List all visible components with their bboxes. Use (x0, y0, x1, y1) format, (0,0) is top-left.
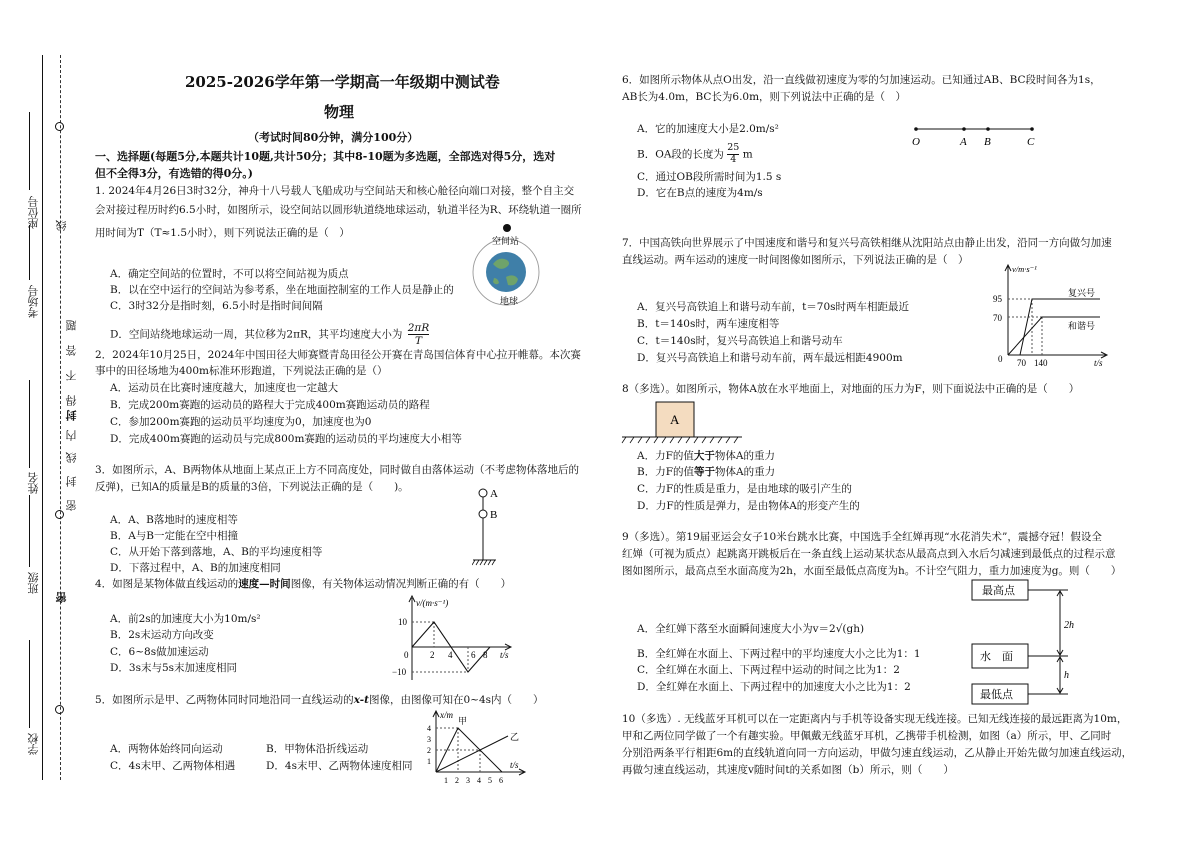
q1-option-d-text: D．空间站绕地球运动一周，其位移为2πR，其平均速度大小为 (110, 328, 403, 341)
q5-ytick-3: 3 (427, 735, 431, 744)
q1-label-earth: 地球 (500, 296, 519, 306)
q6-point-c (1030, 127, 1034, 131)
q4-y-label: v/(m·s⁻¹) (416, 598, 449, 608)
q1-frac-den: T (414, 335, 422, 348)
q5-ytick-4: 4 (427, 724, 431, 733)
q1-fraction (408, 322, 430, 347)
exam-title: 2025-2026学年第一学期高一年级期中测试卷 (185, 73, 500, 91)
q5-text-b: x-t (353, 694, 369, 706)
q4-x-label: t/s (500, 650, 509, 660)
q3-ball-b (479, 510, 487, 518)
q7-x-label: t/s (1094, 358, 1103, 368)
q5-text-a: 5．如图所示是甲、乙两物体同时同地沿同一直线运动的 (95, 694, 354, 706)
q3-drop-figure (472, 482, 512, 570)
q6-line1: 6．如图所示物体从点O出发，沿一直线做初速度为零的匀加速运动。已知通过AB、BC段时间各为1s， (622, 74, 1101, 86)
q3-line1: 3．如图所示，A、B两物体从地面上某点正上方不同高度处，同时做自由落体运动（不考虑物体落地后的 (95, 464, 579, 476)
q1-orbit-figure (466, 222, 544, 312)
q7-y-label: v/m·s⁻¹ (1012, 264, 1037, 274)
seal-char-nei: 内 (65, 430, 78, 441)
q1-option-a[interactable]: A．确定空间站的位置时，不可以将空间站视为质点 (110, 268, 349, 280)
label-seat: 座位号 (27, 196, 40, 229)
q4-option-d[interactable]: D．3s末与5s末加速度相同 (110, 662, 238, 674)
seal-char-de: 得 (65, 395, 78, 406)
earth-globe (486, 252, 526, 292)
fill-line-class (29, 495, 30, 567)
q5-option-c[interactable]: C．4s末甲、乙两物体相遇 (110, 760, 236, 772)
section-1-line2: 但不全得3分，有选错的得0分。) (95, 167, 254, 180)
q5-ytick-1: 1 (427, 757, 431, 766)
q8-a1: A．力F的值 (637, 450, 694, 462)
q5-xt-graph (420, 708, 528, 788)
q5-xtick-4: 4 (477, 776, 481, 785)
seal-char-mi2: 密 (55, 592, 68, 603)
q4-origin: 0 (404, 650, 409, 660)
q7-vt-graph (988, 260, 1112, 370)
q1-option-b[interactable]: B．以在空中运行的空间站为参考系，坐在地面控制室的工作人员是静止的 (110, 284, 454, 296)
q5-label-yi: 乙 (510, 732, 520, 742)
q4-vt-graph (392, 592, 518, 684)
binding-hole-1 (55, 122, 64, 131)
q5-xtick-3: 3 (466, 776, 470, 785)
q4-option-b[interactable]: B．2s末运动方向改变 (110, 629, 214, 641)
q8-b3: 物体A的重力 (715, 466, 776, 478)
q5-y-label: x/m (440, 710, 453, 720)
q5-text-c: 图像，由图像可知在0~4s内（ ） (368, 694, 544, 706)
q8-a3: 物体A的重力 (714, 450, 775, 462)
q7-line2: 直线运动。两车运动的速度一时间图像如图所示，下列说法正确的是（ ） (622, 254, 969, 266)
q6-option-b-text: B．OA段的长度为 (637, 148, 724, 161)
q4-option-a[interactable]: A．前2s的加速度大小为10m/s² (110, 613, 261, 625)
q6-frac-num: 25 (727, 142, 740, 153)
q5-xtick-2: 2 (455, 776, 459, 785)
q1-line3: 用时间为T（T≈1.5小时），则下列说法正确的是（ ） (95, 227, 350, 239)
fill-line-seat (29, 112, 30, 190)
q4-tick-4: 4 (448, 650, 453, 660)
binding-hole-2 (55, 510, 64, 519)
q5-option-d[interactable]: D．4s末甲、乙两物体速度相同 (266, 760, 413, 772)
section-1-line1: 一、选择题(每题5分,本题共计10题,共计50分；其中8-10题为多选题，全部选对得5分，选对 (95, 150, 556, 163)
q3-option-b[interactable]: B．A与B一定能在空中相撞 (110, 530, 239, 542)
space-station-dot (503, 224, 511, 232)
seal-char-xian: 线 (55, 220, 68, 231)
q8-b1: B．力F的值 (637, 466, 695, 478)
fill-line-room (29, 225, 30, 280)
binding-line-outer (42, 55, 43, 780)
seal-char-ti: 题 (65, 320, 78, 331)
q3-ground-hatch (472, 560, 495, 565)
q5-x-label: t/s (510, 760, 519, 770)
q7-origin: 0 (998, 354, 1003, 364)
q6-line2: AB长为4.0m，BC长为6.0m，则下列说法中正确的是（ ） (622, 91, 907, 103)
seal-char-xian2: 线 (65, 452, 78, 463)
q6-label-c: C (1027, 136, 1035, 148)
q1-option-c[interactable]: C．3时32分是指时刻，6.5小时是指时间间隔 (110, 300, 323, 312)
q10-line2: 甲和乙两位同学做了一个有趣实验。甲佩戴无线蓝牙耳机，乙携带手机检测，如图（a）所示，甲、乙同时 (622, 730, 1112, 742)
q2-line1: 2．2024年10月25日，2024年中国田径大师赛暨青岛田径公开赛在青岛国信体育中心拉开帷幕。本次赛 (95, 349, 581, 361)
q10-line4: 再做匀速直线运动，其速度v随时间t的关系如图（b）所示，则（ ） (622, 764, 954, 776)
binding-line-inner (60, 55, 61, 780)
fill-line-name (29, 380, 30, 468)
q7-option-b[interactable]: B．t＝140s时，两车速度相等 (637, 318, 780, 330)
q3-option-d[interactable]: D．下落过程中，A、B的加速度相同 (110, 562, 281, 574)
seal-char-da: 答 (65, 345, 78, 356)
q7-option-a[interactable]: A．复兴号高铁追上和谐号动车前，t＝70s时两车相距最近 (637, 301, 910, 313)
q10-line3: 分别沿两条平行相距6m的直线轨道向同一方向运动，甲做匀速直线运动，乙从静止开始先做匀加速直线运动， (622, 747, 1133, 759)
q5-label-jia: 甲 (458, 716, 468, 726)
q1-option-d[interactable] (110, 322, 429, 347)
q8-line1: 8（多选）。如图所示，物体A放在水平地面上，对地面的压力为F，则下面说法中正确的是（ ） (622, 383, 1080, 395)
q5-xtick-6: 6 (499, 776, 503, 785)
q6-label-a: A (960, 136, 967, 148)
q6-option-d[interactable]: D．它在B点的速度为4m/s (637, 187, 763, 199)
q8-box-figure (620, 400, 746, 446)
q5-xtick-1: 1 (444, 776, 448, 785)
q8-option-a[interactable] (637, 449, 775, 464)
q5-xtick-5: 5 (488, 776, 492, 785)
label-name: 姓名 (27, 472, 40, 494)
q6-label-b: B (984, 136, 991, 148)
q8-box-label: A (670, 412, 680, 427)
q1-frac-num: 2πR (407, 322, 430, 334)
label-class: 班级 (27, 572, 40, 594)
q9-dive-figure (968, 578, 1078, 710)
q1-line2: 会对接过程历时约6.5小时，如图所示，设空间站以圆形轨道绕地球运动，轨道半径为R、环绕轨道一圈所 (95, 204, 582, 216)
q4-text-a: 4．如图是某物体做直线运动的 (95, 578, 239, 590)
q4-option-c[interactable]: C．6~8s做加速运动 (110, 646, 209, 658)
binding-hole-3 (55, 705, 64, 714)
label-school: 学校 (27, 733, 40, 755)
q8-option-b[interactable] (637, 465, 775, 480)
q3-ball-a (479, 489, 487, 497)
q5-ytick-2: 2 (427, 746, 431, 755)
q9-line1: 9（多选）。第19届亚运会女子10米台跳水比赛，中国选手全红婵再现“水花消失术”，震撼夺冠！假设全 (622, 531, 1102, 543)
q4-line1 (95, 577, 511, 592)
q4-tick-10: 10 (398, 617, 407, 627)
q6-point-o (914, 127, 918, 131)
q6-line-figure (908, 122, 1038, 152)
q6-frac-den: 4 (730, 153, 737, 165)
q6-point-a (962, 127, 966, 131)
q1-line1: 1. 2024年4月26日3时32分，神舟十八号载人飞船成功与空间站天和核心舱径向端口对接，整个自主交 (95, 185, 575, 197)
q9-label-bottom: 最低点 (980, 689, 1013, 701)
q5-line1 (95, 693, 544, 708)
q8-option-c[interactable]: C．力F的性质是重力，是由地球的吸引产生的 (637, 483, 852, 495)
q9-label-top: 最高点 (982, 585, 1015, 597)
q4-tick-8: 8 (483, 650, 488, 660)
q3-option-a[interactable]: A．A、B落地时的速度相等 (110, 514, 238, 526)
q6-fraction (727, 143, 739, 166)
q3-label-b: B (490, 509, 498, 521)
q2-option-c[interactable]: C．参加200m赛跑的运动员平均速度为0，加速度也为0 (110, 416, 372, 428)
q7-option-d[interactable]: D．复兴号高铁追上和谐号动车前，两车最远相距4900m (637, 352, 903, 364)
q10-line1: 10（多选）. 无线蓝牙耳机可以在一定距离内与手机等设备实现无线连接。已知无线连接的最远距离为10m， (622, 713, 1128, 725)
q7-tick-70: 70 (993, 313, 1002, 323)
q2-line2: 事中的田径场地为400m标准环形跑道，下列说法正确的是（） (95, 365, 388, 377)
q2-option-a[interactable]: A．运动员在比赛时速度越大，加速度也一定越大 (110, 382, 339, 394)
seal-char-bu: 不 (65, 370, 78, 381)
q6-option-a[interactable]: A．它的加速度大小是2.0m/s² (637, 123, 779, 135)
q2-option-d[interactable]: D．完成400m赛跑的运动员与完成800m赛跑的运动员的平均速度大小相等 (110, 433, 462, 445)
q9-line3: 图如图所示，最高点至水面高度为2h，水面至最低点高度为h。不计空气阻力，重力加速度为g。则（ ） (622, 565, 1122, 577)
exam-subject: 物理 (324, 103, 355, 121)
q7-line1: 7．中国高铁向世界展示了中国速度和谐号和复兴号高铁相继从沈阳站点由静止出发，沿同一方向做匀加速 (622, 237, 1112, 249)
q7-tick-t70: 70 (1017, 358, 1026, 368)
q7-option-c[interactable]: C．t＝140s时，复兴号高铁追上和谐号动车 (637, 335, 843, 347)
q6-label-o: O (912, 136, 920, 148)
q9-option-b[interactable]: B．全红婵在水面上、下两过程中的平均速度大小之比为1：1 (637, 648, 921, 660)
q5-option-b[interactable]: B．甲物体沿折线运动 (266, 743, 369, 755)
q9-option-a[interactable]: A．全红婵下落至水面瞬间速度大小为v＝2√(gh) (637, 623, 865, 635)
q6-point-b (986, 127, 990, 131)
q4-tick-2: 2 (430, 650, 435, 660)
q9-option-d[interactable]: D．全红婵在水面上、下两过程中的加速度大小之比为1：2 (637, 681, 911, 693)
q3-option-c[interactable]: C．从开始下落到落地，A、B的平均速度相等 (110, 546, 323, 558)
q9-label-h: h (1064, 670, 1069, 681)
q7-tick-t140: 140 (1034, 358, 1048, 368)
q4-tick-neg10: −10 (392, 667, 407, 677)
q6-option-c[interactable]: C．通过OB段所需时间为1.5 s (637, 171, 782, 183)
q1-label-station: 空间站 (492, 236, 520, 246)
q7-tick-95: 95 (993, 294, 1002, 304)
q2-option-b[interactable]: B．完成200m赛跑的运动员的路程大于完成400m赛跑运动员的路程 (110, 399, 430, 411)
seal-char-mi: 密 (65, 500, 78, 511)
q9-label-water: 水 面 (980, 651, 1013, 663)
q8-ground-hatch (622, 437, 738, 443)
q8-a2: 大于 (693, 450, 715, 462)
q8-option-d[interactable]: D．力F的性质是弹力，是由物体A的形变产生的 (637, 500, 860, 512)
q6-option-b-unit: m (742, 148, 753, 161)
q7-label-fuxing: 复兴号 (1068, 288, 1096, 298)
q4-text-b: 速度—时间 (238, 578, 291, 590)
q3-label-a: A (490, 488, 498, 500)
q9-line2: 红婵（可视为质点）起跳离开跳板后在一条直线上运动某状态从最高点到入水后匀减速到最低点的过程示意 (622, 548, 1116, 560)
seal-char-feng2: 封 (65, 476, 78, 487)
q6-option-b[interactable] (637, 143, 753, 166)
q9-label-2h: 2h (1064, 620, 1074, 631)
q5-option-a[interactable]: A．两物体始终同向运动 (110, 743, 223, 755)
q9-option-c[interactable]: C．全红婵在水面上、下两过程中运动的时间之比为1：2 (637, 664, 900, 676)
exam-info: （考试时间80分钟，满分100分） (248, 131, 419, 144)
q8-b2: 等于 (694, 466, 716, 478)
q4-tick-6: 6 (471, 650, 476, 660)
seal-char-feng: 封 (65, 410, 78, 421)
fill-line-school (29, 640, 30, 728)
q7-label-hexie: 和谐号 (1068, 321, 1096, 331)
q3-line2: 反弹)，已知A的质量是B的质量的3倍，下列说法正确的是（ )。 (95, 481, 409, 493)
label-room: 考场号 (27, 285, 40, 318)
q4-text-c: 图像，有关物体运动情况判断正确的有（ ） (290, 578, 512, 590)
